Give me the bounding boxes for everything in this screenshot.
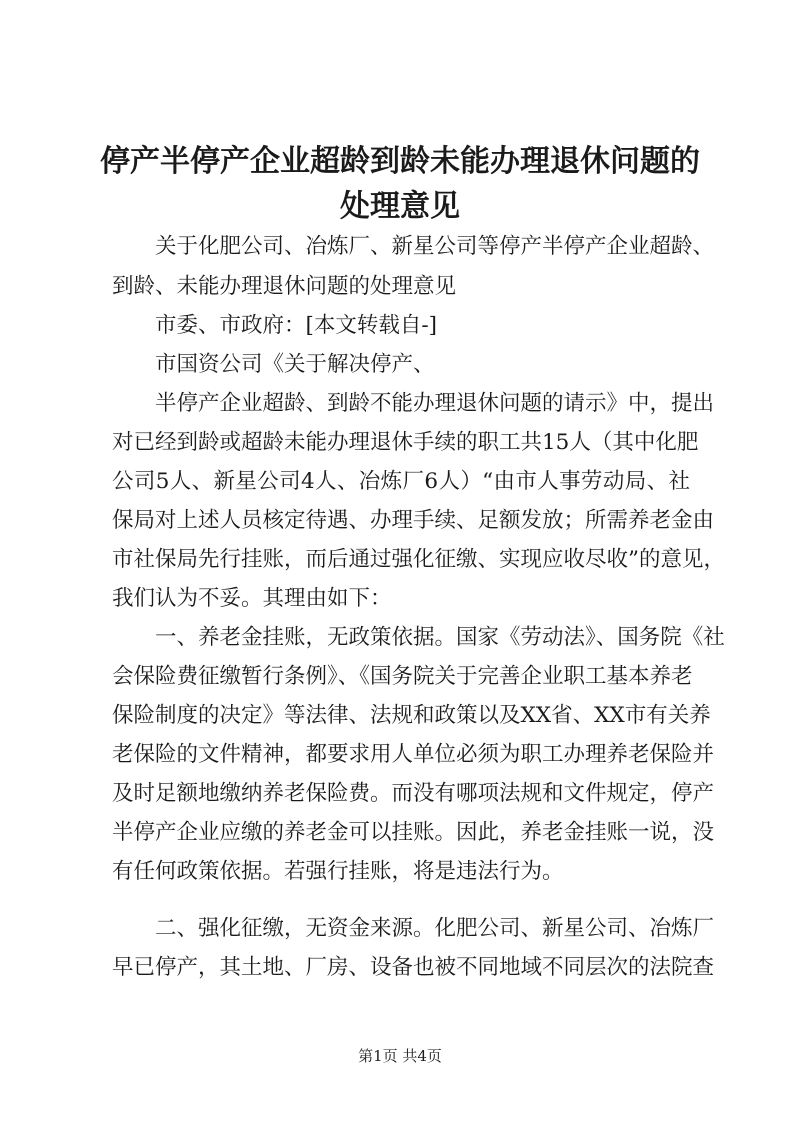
paragraph-line: 有任何政策依据。若强行挂账，将是违法行为。 — [112, 859, 564, 884]
paragraph-line: 会保险费征缴暂行条例》、《国务院关于完善企业职工基本养老 — [112, 664, 693, 689]
document-title-line-2: 处理意见 — [340, 189, 460, 224]
paragraph-line: 老保险的文件精神，都要求用人单位必须为职工办理养老保险并 — [112, 742, 715, 767]
page-footer: 第1页 共4页 — [358, 1047, 442, 1065]
paragraph-line: 对已经到龄或超龄未能办理退休手续的职工共15人（其中化肥 — [112, 430, 699, 455]
paragraph-line: 及时足额地缴纳养老保险费。而没有哪项法规和文件规定，停产 — [112, 781, 715, 806]
paragraph-line: 市社保局先行挂账，而后通过强化征缴、实现应收尽收”的意见， — [112, 547, 725, 572]
paragraph-line: 半停产企业超龄、到龄不能办理退休问题的请示》中，提出 — [155, 391, 715, 416]
paragraph-line: 关于化肥公司、冶炼厂、新星公司等停产半停产企业超龄、 — [155, 234, 715, 259]
paragraph-line: 公司5人、新星公司4人、冶炼厂6人）“由市人事劳动局、社 — [112, 469, 690, 494]
paragraph-line: 半停产企业应缴的养老金可以挂账。因此，养老金挂账一说，没 — [112, 820, 715, 845]
paragraph-line: 市国资公司《关于解决停产、 — [155, 352, 435, 377]
paragraph-line: 二、强化征缴，无资金来源。化肥公司、新星公司、冶炼厂 — [155, 916, 715, 941]
paragraph-line: 到龄、未能办理退休问题的处理意见 — [112, 274, 457, 299]
paragraph-line: 一、养老金挂账，无政策依据。国家《劳动法》、国务院《社 — [155, 625, 725, 650]
document-title-line-1: 停产半停产企业超龄到龄未能办理退休问题的 — [100, 144, 700, 179]
paragraph-line: 我们认为不妥。其理由如下： — [112, 586, 392, 611]
paragraph-line: 保险制度的决定》等法律、法规和政策以及XX省、XX市有关养 — [112, 703, 711, 728]
paragraph-line: 早已停产，其土地、厂房、设备也被不同地域不同层次的法院查 — [112, 955, 715, 980]
paragraph-line: 保局对上述人员核定待遇、办理手续、足额发放；所需养老金由 — [112, 508, 715, 533]
paragraph-line: 市委、市政府：[本文转载自-] — [155, 313, 438, 338]
